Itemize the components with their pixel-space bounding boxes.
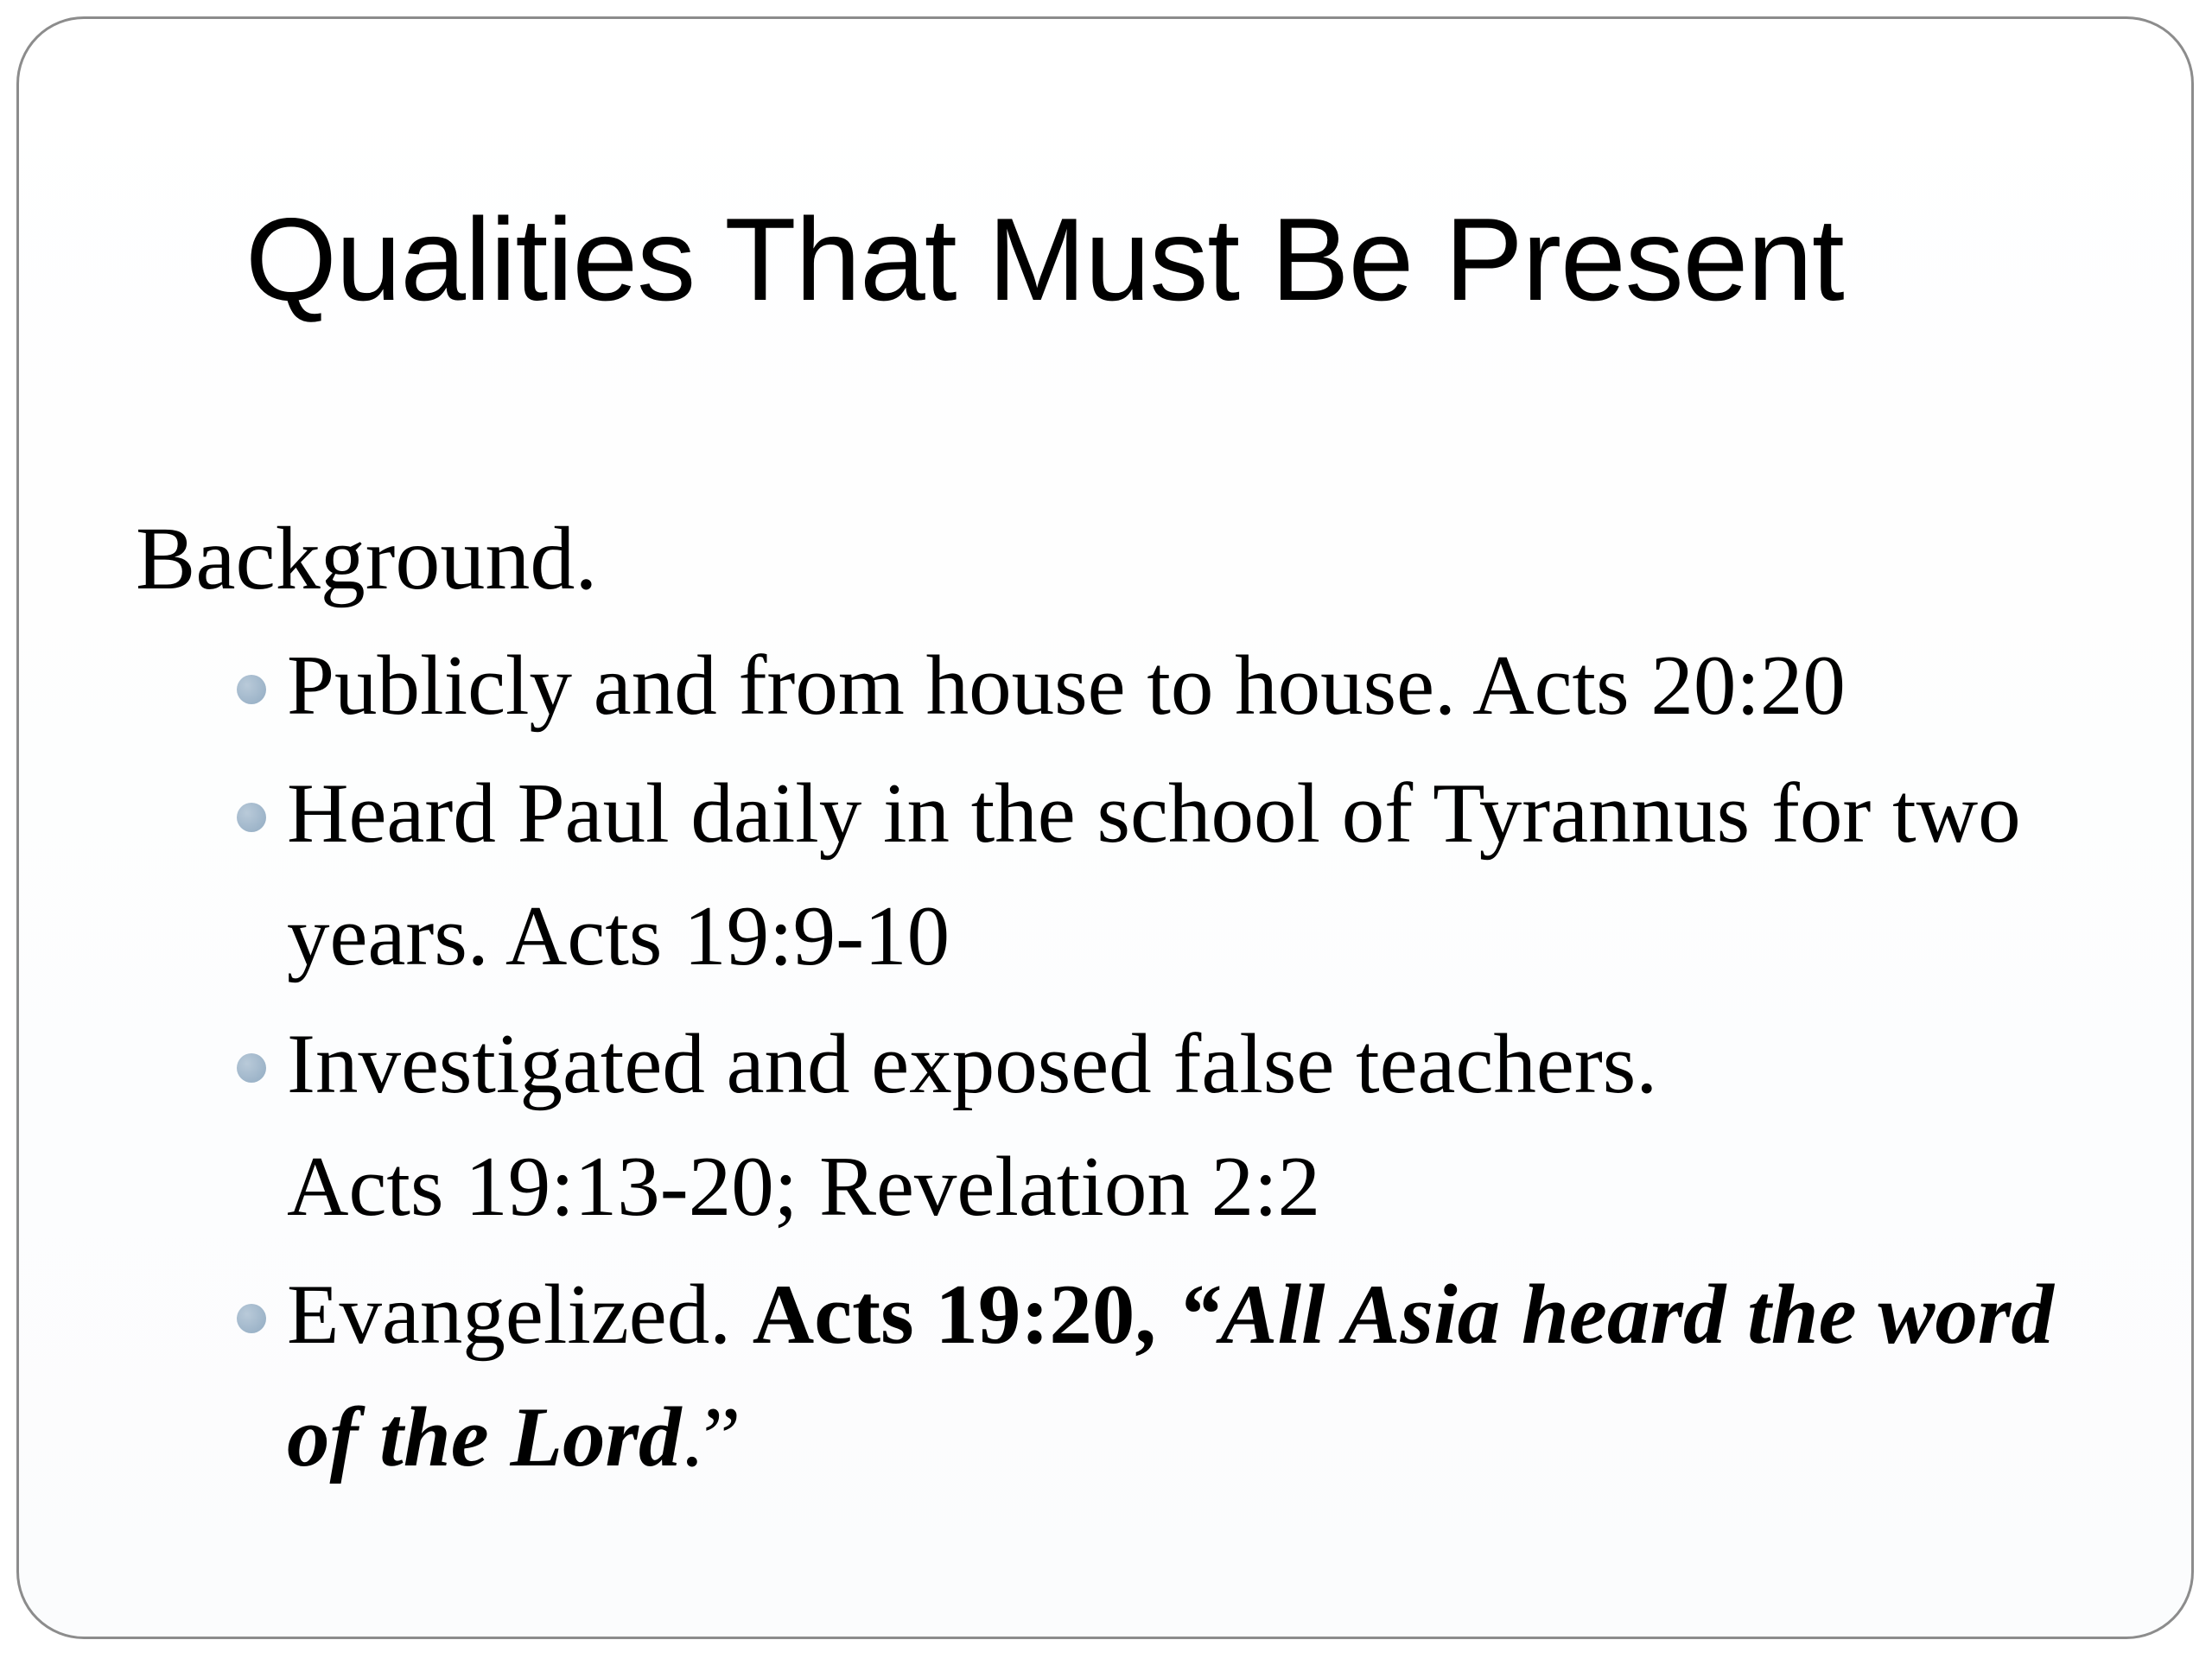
section-heading: Background. — [136, 509, 598, 608]
bullet-dot-icon — [237, 1304, 266, 1333]
scripture-reference: Acts 19:20, — [752, 1268, 1178, 1362]
bullet-item — [136, 625, 2158, 747]
bullet-item — [136, 753, 2158, 998]
bullet-text-line-1: Investigated and exposed false teachers. — [287, 1017, 1658, 1111]
bullet-text-line-1 — [287, 1254, 2158, 1376]
scripture-quote-end: of the Lord — [287, 1390, 682, 1484]
scripture-quote-start: “All Asia heard the word — [1177, 1268, 2054, 1362]
slide-content — [136, 499, 2158, 1499]
bullet-text-line-2 — [287, 1376, 2158, 1499]
bullet-text-line-2: years. Acts 19:9-10 — [287, 889, 950, 983]
bullet-text-line-1: Heard Paul daily in the school of Tyrannus for two — [287, 766, 2021, 861]
bullet-list — [136, 625, 2158, 1499]
bullet-dot-icon — [237, 675, 266, 704]
bullet-item — [136, 1003, 2158, 1249]
quote-closing-punctuation: .” — [681, 1390, 741, 1484]
slide-title: Qualities That Must Be Present — [245, 194, 1844, 325]
bullet-text-line-2: Acts 19:13-20; Revelation 2:2 — [287, 1140, 1321, 1234]
bullet-text: Publicly and from house to house. Acts 20:20 — [287, 639, 1846, 733]
slide-frame — [16, 16, 2194, 1639]
bullet-dot-icon — [237, 803, 266, 832]
bullet-item — [136, 1254, 2158, 1499]
bullet-lead-text: Evangelized. — [287, 1268, 753, 1362]
bullet-dot-icon — [237, 1053, 266, 1083]
